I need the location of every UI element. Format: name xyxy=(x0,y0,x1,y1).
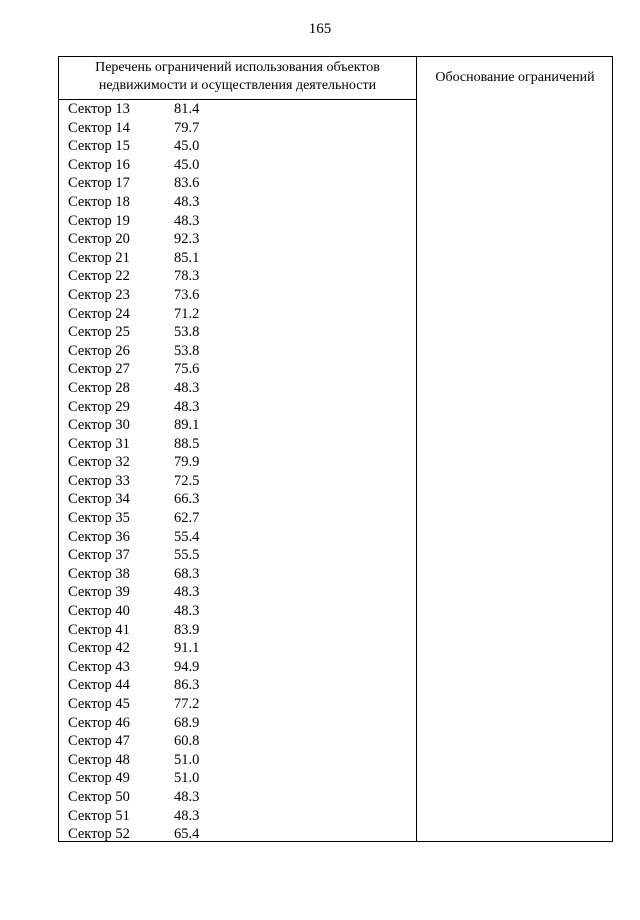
sector-name: Сектор 43 xyxy=(68,658,130,675)
sector-value: 86.3 xyxy=(174,677,200,694)
restrictions-table xyxy=(58,56,613,842)
sector-value: 78.3 xyxy=(174,268,200,285)
sector-name: Сектор 47 xyxy=(68,733,130,750)
sector-name: Сектор 22 xyxy=(68,268,130,285)
sector-value: 55.5 xyxy=(174,547,200,564)
sector-value: 55.4 xyxy=(174,528,200,545)
sector-value: 71.2 xyxy=(174,305,200,322)
sector-name: Сектор 17 xyxy=(68,175,130,192)
table-row xyxy=(68,769,408,788)
sector-name: Сектор 48 xyxy=(68,751,130,768)
table-row xyxy=(68,751,408,770)
sector-name: Сектор 37 xyxy=(68,547,130,564)
sector-value: 81.4 xyxy=(174,101,200,117)
sector-name: Сектор 19 xyxy=(68,212,130,229)
sector-value: 83.6 xyxy=(174,175,200,192)
sector-name: Сектор 46 xyxy=(68,714,130,731)
sector-value: 53.8 xyxy=(174,342,200,359)
table-row xyxy=(68,714,408,733)
sector-value: 68.3 xyxy=(174,565,200,582)
table-row xyxy=(68,807,408,826)
sector-value: 51.0 xyxy=(174,751,200,768)
column-divider xyxy=(416,57,417,841)
table-row xyxy=(68,453,408,472)
table-row xyxy=(68,602,408,621)
sector-name: Сектор 21 xyxy=(68,249,130,266)
table-row xyxy=(68,695,408,714)
table-row xyxy=(68,583,408,602)
sector-value: 48.3 xyxy=(174,212,200,229)
sector-value: 72.5 xyxy=(174,472,200,489)
table-row xyxy=(68,249,408,268)
table-row xyxy=(68,825,408,844)
sector-name: Сектор 31 xyxy=(68,435,130,452)
table-row xyxy=(68,788,408,807)
table-row xyxy=(68,509,408,528)
table-row xyxy=(68,230,408,249)
table-row xyxy=(68,416,408,435)
sector-name: Сектор 15 xyxy=(68,138,130,155)
sector-name: Сектор 33 xyxy=(68,472,130,489)
sector-value: 60.8 xyxy=(174,733,200,750)
sector-value: 79.9 xyxy=(174,454,200,471)
table-row xyxy=(68,156,408,175)
sector-value: 77.2 xyxy=(174,696,200,712)
sector-name: Сектор 28 xyxy=(68,379,130,396)
sector-value: 68.9 xyxy=(174,714,200,731)
sector-value: 66.3 xyxy=(174,491,200,508)
sector-value: 65.4 xyxy=(174,826,200,843)
table-row xyxy=(68,100,408,119)
sector-value: 73.6 xyxy=(174,286,200,303)
table-row xyxy=(68,565,408,584)
sector-value: 48.3 xyxy=(174,788,200,805)
sector-value: 91.1 xyxy=(174,640,200,657)
sector-name: Сектор 52 xyxy=(68,826,130,843)
sector-value: 45.0 xyxy=(174,138,200,155)
sector-value: 48.3 xyxy=(174,603,200,620)
table-row xyxy=(68,305,408,324)
table-row xyxy=(68,546,408,565)
sector-name: Сектор 24 xyxy=(68,305,130,322)
sector-value: 48.3 xyxy=(174,193,200,210)
sector-list xyxy=(68,100,408,844)
sector-name: Сектор 23 xyxy=(68,286,130,303)
sector-name: Сектор 41 xyxy=(68,621,130,638)
table-row xyxy=(68,212,408,231)
page-number: 165 xyxy=(308,21,332,37)
sector-name: Сектор 26 xyxy=(68,342,130,359)
sector-value: 94.9 xyxy=(174,658,200,675)
header-justification: Обоснование ограничений xyxy=(435,70,595,85)
sector-name: Сектор 51 xyxy=(68,807,130,824)
table-row xyxy=(68,490,408,509)
sector-name: Сектор 20 xyxy=(68,231,130,248)
sector-name: Сектор 49 xyxy=(68,770,130,787)
table-row xyxy=(68,360,408,379)
table-row xyxy=(68,732,408,751)
table-row xyxy=(68,174,408,193)
sector-value: 88.5 xyxy=(174,435,200,452)
sector-name: Сектор 36 xyxy=(68,528,130,545)
table-row xyxy=(68,435,408,454)
table-row xyxy=(68,342,408,361)
sector-name: Сектор 32 xyxy=(68,454,130,471)
table-row xyxy=(68,379,408,398)
table-row xyxy=(68,621,408,640)
sector-name: Сектор 34 xyxy=(68,491,130,508)
sector-name: Сектор 13 xyxy=(68,101,130,117)
sector-name: Сектор 44 xyxy=(68,677,130,694)
sector-value: 53.8 xyxy=(174,324,200,341)
sector-value: 48.3 xyxy=(174,398,200,415)
sector-name: Сектор 38 xyxy=(68,565,130,582)
table-row xyxy=(68,137,408,156)
header-restrictions-line-2: недвижимости и осуществления деятельности xyxy=(98,78,377,93)
table-row xyxy=(68,193,408,212)
sector-name: Сектор 18 xyxy=(68,193,130,210)
sector-name: Сектор 29 xyxy=(68,398,130,415)
sector-name: Сектор 30 xyxy=(68,417,130,434)
sector-value: 83.9 xyxy=(174,621,200,638)
sector-name: Сектор 45 xyxy=(68,696,130,712)
table-row xyxy=(68,286,408,305)
table-row xyxy=(68,639,408,658)
table-row xyxy=(68,267,408,286)
table-row xyxy=(68,658,408,677)
sector-value: 79.7 xyxy=(174,119,200,136)
sector-value: 92.3 xyxy=(174,231,200,248)
sector-value: 51.0 xyxy=(174,770,200,787)
header-restrictions-line-1: Перечень ограничений использования объектов xyxy=(95,60,380,75)
table-row xyxy=(68,472,408,491)
sector-name: Сектор 39 xyxy=(68,584,130,601)
sector-name: Сектор 35 xyxy=(68,510,130,527)
sector-name: Сектор 42 xyxy=(68,640,130,657)
sector-name: Сектор 14 xyxy=(68,119,130,136)
sector-value: 48.3 xyxy=(174,807,200,824)
sector-value: 48.3 xyxy=(174,584,200,601)
sector-name: Сектор 40 xyxy=(68,603,130,620)
sector-value: 85.1 xyxy=(174,249,200,266)
table-row xyxy=(68,398,408,417)
sector-name: Сектор 16 xyxy=(68,156,130,173)
sector-value: 75.6 xyxy=(174,361,200,378)
sector-value: 45.0 xyxy=(174,156,200,173)
header-restrictions-list xyxy=(59,59,416,99)
sector-value: 62.7 xyxy=(174,510,200,527)
sector-value: 48.3 xyxy=(174,379,200,396)
sector-name: Сектор 50 xyxy=(68,788,130,805)
table-row xyxy=(68,323,408,342)
table-row xyxy=(68,528,408,547)
table-row xyxy=(68,119,408,138)
table-row xyxy=(68,676,408,695)
sector-name: Сектор 27 xyxy=(68,361,130,378)
sector-name: Сектор 25 xyxy=(68,324,130,341)
sector-value: 89.1 xyxy=(174,417,200,434)
